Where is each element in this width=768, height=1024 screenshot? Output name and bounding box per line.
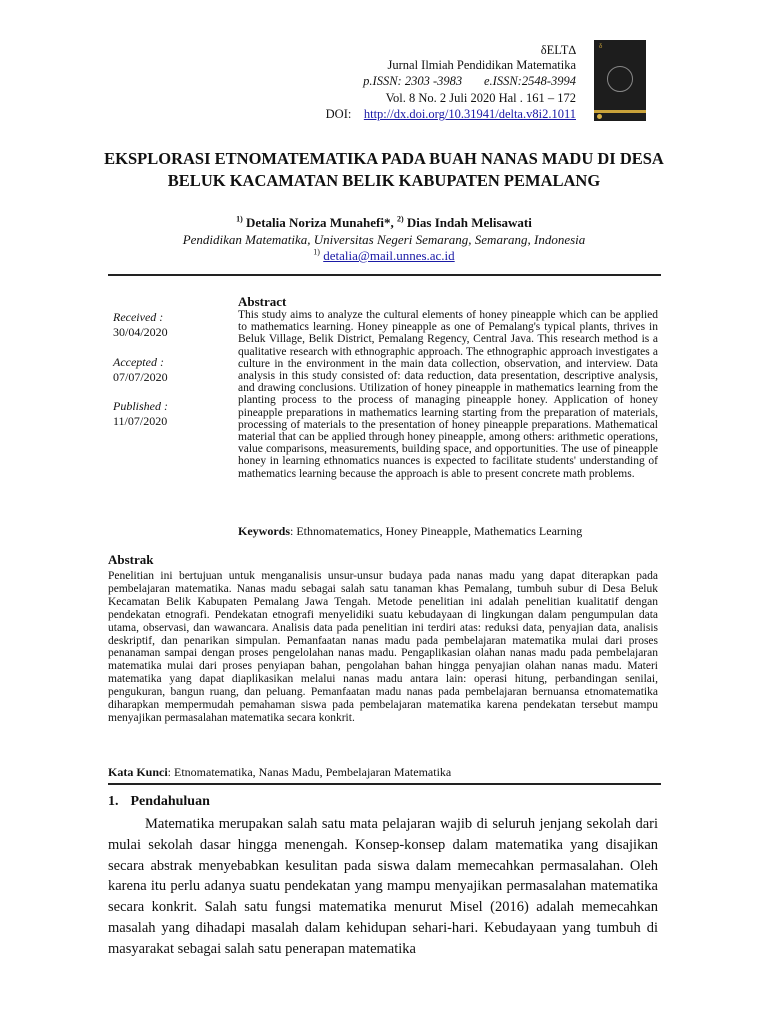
published-label: Published : <box>113 399 168 413</box>
abstrak-text: Penelitian ini bertujuan untuk menganalisis unsur-unsur budaya pada nanas madu yang dapat diterapkan pada pembelajaran matematika. Nanas madu sebagai salah satu tanaman khas Pemalang, tumbuh subur di Desa Beluk Kecamatan Belik Kabupaten Pemalang Jawa Tengah. Metode penelitian ini adalah penelitian kualitatif dengan pendekatan etnografi. Pendekatan etnografi menyelidiki suatu kebudayaan di lingkungan dalam pengumpulan data utama, observasi, dan wawancara. Analisis data pada penelitian ini terdiri atas: reduksi data, penyajian data, analisis deskriptif, dan penarikan simpulan. Pemanfaatan nanas madu pada pembelajaran matematika mulai dari proses penanaman sampai dengan proses pengelolahan nanas madu. Pengaplikasian olahan nanas madu pada pembelajaran matematika mulai dari proses penyiapan bahan, pengolahan bahan hingga penyajian olahan nanas madu. Materi matematika yang dapat diaplikasikan melalui nanas madu antara lain: operasi hitung, perbandingan senilai, pengukuran, bangun ruang, dan peluang. Pemanfaatan madu nanas pada pembelajaran bernuansa etnomatematika diharapkan mempermudah pemahaman siswa pada pembelajaran matematika karena pendekatan tersebut mampu menyajikan permasalahan matematika secara konkrit. <box>108 570 658 724</box>
section-number: 1. <box>108 794 119 809</box>
keywords-label: Keywords <box>238 524 290 538</box>
accepted-date: 07/07/2020 <box>113 370 168 384</box>
cover-logo-icon: δ <box>599 44 603 50</box>
email-sup: 1) <box>313 247 320 257</box>
journal-doi <box>326 106 576 122</box>
paper-authors <box>100 215 668 231</box>
journal-name: Jurnal Ilmiah Pendidikan Matematika <box>387 58 576 72</box>
author-affiliation: Pendidikan Matematika, Universitas Negeri Semarang, Semarang, Indonesia <box>182 232 586 247</box>
doi-label: DOI: <box>325 107 352 121</box>
section-body-text: Matematika merupakan salah satu mata pelajaran wajib di seluruh jenjang sekolah dari mulai sekolah dasar hingga menengah. Konsep-konsep dalam matematika yang disajikan secara abstrak menyebabkan kesulitan pada siswa dalam memecahkan permasalahan. Oleh karena itu perlu adanya suatu pendekatan yang mampu menyajikan permasalahan matematika secara konkrit. Salah satu fungsi matematika menurut Misel (2016) adalah memecahkan masalah yang dihadapi masalah dalam kehidupan sehari-hari. Kebudayaan yang tumbuh di masyarakat sebagai salah satu penerapan matematika <box>108 816 658 957</box>
doi-link[interactable]: http://dx.doi.org/10.31941/delta.v8i2.1011 <box>363 107 576 121</box>
abstract-text: This study aims to analyze the cultural elements of honey pineapple which can be applied to mathematics learning. Honey pineapple as one of Pemalang's typical plants, thrives in Beluk Village, Belik District, Pemalang Regency, Central Java. This research method is a qualitative research with ethnographic approach. The ethnographic approach investigates a culture in the environment in the main data collection, observation, and interview. Data analysis in this study consisted of: data reduction, data presentation, descriptive analysis, and drawing conclusions. Utilization of honey pineapple in mathematics learning from the planting process to the process of managing pineapple honey. Application of honey pineapple preparations in mathematics learning starting from the preparation of materials, processing of materials to the presentation of honey pineapple preparations. Mathematical material that can be applied through honey pineapple, among others: arithmetic operations, value comparisons, measurements, building space, and opportunities. The use of pineapple honey in learning ethnomatics nuances is expected to facilitate students' understanding of mathematics learning because the approach is able to present concrete math problems. <box>238 309 658 480</box>
author2-sup: 2) <box>396 214 404 224</box>
accepted-label: Accepted : <box>113 355 164 369</box>
abstrak-heading: Abstrak <box>108 552 154 567</box>
journal-cover-image <box>594 40 646 121</box>
journal-issn: p.ISSN: 2303 -3983 e.ISSN:2548-3994 <box>363 74 576 88</box>
cover-band <box>594 110 646 113</box>
author-email-row <box>100 248 668 264</box>
kata-kunci-row <box>108 765 658 779</box>
section-heading <box>108 793 210 810</box>
received-date: 30/04/2020 <box>113 325 168 339</box>
paper-title: EKSPLORASI ETNOMATEMATIKA PADA BUAH NANAS MADU DI DESA BELUK KACAMATAN BELIK KABUPATEN PEMALANG <box>104 149 664 190</box>
author1: Detalia Noriza Munahefi*, <box>246 215 394 230</box>
published-date: 11/07/2020 <box>113 414 168 428</box>
keywords-value: : Ethnomatematics, Honey Pineapple, Mathematics Learning <box>290 524 583 538</box>
cover-emblem-icon <box>607 66 633 92</box>
received-label: Received : <box>113 310 164 324</box>
abstract-heading: Abstract <box>238 294 287 309</box>
kata-kunci-value: : Etnomatematika, Nanas Madu, Pembelajaran Matematika <box>167 765 452 779</box>
journal-logo: δELT∆ <box>540 43 576 57</box>
section-title: Pendahuluan <box>130 794 210 809</box>
author1-sup: 1) <box>236 214 243 224</box>
divider-bottom <box>108 783 661 785</box>
journal-header <box>0 0 768 130</box>
kata-kunci-label: Kata Kunci <box>108 765 168 779</box>
keywords-row <box>238 524 658 538</box>
journal-volume: Vol. 8 No. 2 Juli 2020 Hal . 161 – 172 <box>385 91 576 105</box>
author2: Dias Indah Melisawati <box>406 215 532 230</box>
cover-dot-icon <box>597 114 602 119</box>
author-email-link[interactable]: detalia@mail.unnes.ac.id <box>323 248 455 263</box>
divider-top <box>108 274 661 276</box>
